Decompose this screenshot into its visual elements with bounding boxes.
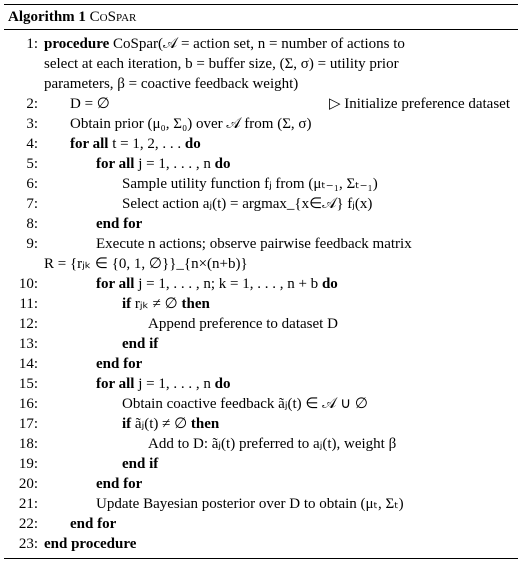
algorithm-line [4, 174, 518, 194]
keyword: end for [96, 216, 143, 232]
line-content [44, 514, 116, 534]
keyword: for all [96, 376, 135, 392]
line-comment: ▷ Initialize preference dataset [328, 96, 510, 112]
keyword: end if [122, 456, 159, 472]
line-content [44, 454, 158, 474]
algorithm-line [4, 314, 518, 334]
algorithm-title [4, 5, 518, 29]
keyword: do [214, 376, 231, 392]
algorithm-line [4, 334, 518, 354]
line-content [44, 394, 368, 414]
keyword: end for [96, 356, 143, 372]
line-content [44, 234, 412, 254]
algorithm-label: Algorithm 1 [8, 9, 86, 25]
line-number: 18: [18, 436, 38, 452]
line-number: 23: [18, 536, 38, 552]
line-number: 2: [26, 96, 38, 112]
line-text: rⱼₖ ≠ ∅ [134, 296, 178, 312]
algorithm-lines [4, 30, 518, 558]
line-text: Update Bayesian posterior over D to obtain (μₜ, Σₜ) [96, 496, 404, 512]
algorithm-line [4, 94, 518, 114]
line-content [44, 354, 142, 374]
line-text: Append preference to dataset D [148, 316, 338, 332]
keyword: end for [96, 476, 143, 492]
keyword: end if [122, 336, 159, 352]
line-number: 8: [26, 216, 38, 232]
line-number: 6: [26, 176, 38, 192]
algorithm-line [4, 154, 518, 174]
algorithm-line [4, 474, 518, 494]
line-text: Execute n actions; observe pairwise feedback matrix [96, 236, 412, 252]
keyword: for all [70, 136, 109, 152]
line-content [44, 274, 338, 294]
line-content [44, 194, 372, 214]
algorithm-name: CoSpar [89, 9, 137, 25]
algorithm-line [4, 74, 518, 94]
line-text: Sample utility function fⱼ from (μₜ₋₁, Σₜ₋₁) [122, 176, 378, 192]
line-number: 9: [26, 236, 38, 252]
keyword: then [190, 416, 220, 432]
line-content [44, 34, 405, 54]
line-number: 14: [18, 356, 38, 372]
line-content [44, 334, 158, 354]
keyword: do [321, 276, 338, 292]
algorithm-line [4, 354, 518, 374]
algorithm-line [4, 54, 518, 74]
keyword: for all [96, 156, 135, 172]
algorithm-line [4, 234, 518, 254]
line-number: 11: [19, 296, 38, 312]
line-text: j = 1, . . . , n; k = 1, . . . , n + b [138, 276, 319, 292]
line-text: Obtain prior (μ₀, Σ₀) over 𝒜 from (Σ, σ) [70, 116, 312, 132]
line-content [44, 294, 210, 314]
line-text: CoSpar(𝒜 = action set, n = number of actions to [113, 36, 405, 52]
algorithm-line [4, 454, 518, 474]
line-content [44, 114, 312, 134]
line-content [44, 154, 230, 174]
algorithm-line [4, 414, 518, 434]
line-number: 20: [18, 476, 38, 492]
line-number: 16: [18, 396, 38, 412]
algorithm-line [4, 494, 518, 514]
line-number: 19: [18, 456, 38, 472]
line-number: 7: [26, 196, 38, 212]
algorithm-line [4, 34, 518, 54]
line-text: Add to D: ãⱼ(t) preferred to aⱼ(t), weight β [148, 436, 397, 452]
algorithm-line [4, 274, 518, 294]
line-text: Obtain coactive feedback ãⱼ(t) ∈ 𝒜 ∪ ∅ [122, 396, 368, 412]
line-text: D = ∅ [70, 96, 110, 112]
keyword: then [181, 296, 210, 312]
line-content [44, 314, 338, 334]
line-text: j = 1, . . . , n [138, 156, 211, 172]
line-number: 13: [18, 336, 38, 352]
line-text: select at each iteration, b = buffer size, (Σ, σ) = utility prior [44, 56, 399, 72]
line-text: t = 1, 2, . . . [112, 136, 182, 152]
line-number: 5: [26, 156, 38, 172]
algorithm-line [4, 374, 518, 394]
line-number: 21: [18, 496, 38, 512]
algorithm-line [4, 394, 518, 414]
keyword: if [122, 416, 132, 432]
keyword: do [214, 156, 231, 172]
line-content [44, 534, 136, 554]
keyword: for all [96, 276, 135, 292]
line-number: 17: [18, 416, 38, 432]
line-text: Select action aⱼ(t) = argmax_{x∈𝒜} fⱼ(x) [122, 196, 373, 212]
line-number: 3: [26, 116, 38, 132]
line-number: 12: [18, 316, 38, 332]
line-content [44, 474, 142, 494]
line-text: R = {rⱼₖ ∈ {0, 1, ∅}}_{n×(n+b)} [44, 256, 248, 272]
line-text: parameters, β = coactive feedback weight) [44, 76, 299, 92]
algorithm-line [4, 294, 518, 314]
algorithm-line [4, 254, 518, 274]
line-content [44, 374, 230, 394]
keyword: do [184, 136, 201, 152]
algorithm-line [4, 134, 518, 154]
keyword: end procedure [44, 536, 137, 552]
line-content [44, 74, 298, 94]
line-number: 4: [26, 136, 38, 152]
algorithm-box [4, 4, 518, 559]
line-content [44, 494, 404, 514]
line-content [44, 94, 110, 114]
algorithm-line [4, 114, 518, 134]
algorithm-line [4, 214, 518, 234]
line-number: 22: [18, 516, 38, 532]
keyword: if [122, 296, 132, 312]
line-content [44, 214, 142, 234]
algorithm-line [4, 434, 518, 454]
line-number: 10: [18, 276, 38, 292]
line-content [44, 254, 248, 274]
line-content [44, 414, 219, 434]
line-text: j = 1, . . . , n [138, 376, 211, 392]
keyword: end for [70, 516, 117, 532]
line-content [44, 434, 396, 454]
keyword: procedure [44, 36, 110, 52]
bottom-rule [4, 558, 518, 559]
line-content [44, 134, 201, 154]
line-number: 1: [26, 36, 38, 52]
line-number: 15: [18, 376, 38, 392]
algorithm-line [4, 514, 518, 534]
algorithm-line [4, 534, 518, 554]
algorithm-line [4, 194, 518, 214]
line-content [44, 54, 399, 74]
line-content [44, 174, 378, 194]
line-text: ãⱼ(t) ≠ ∅ [134, 416, 188, 432]
